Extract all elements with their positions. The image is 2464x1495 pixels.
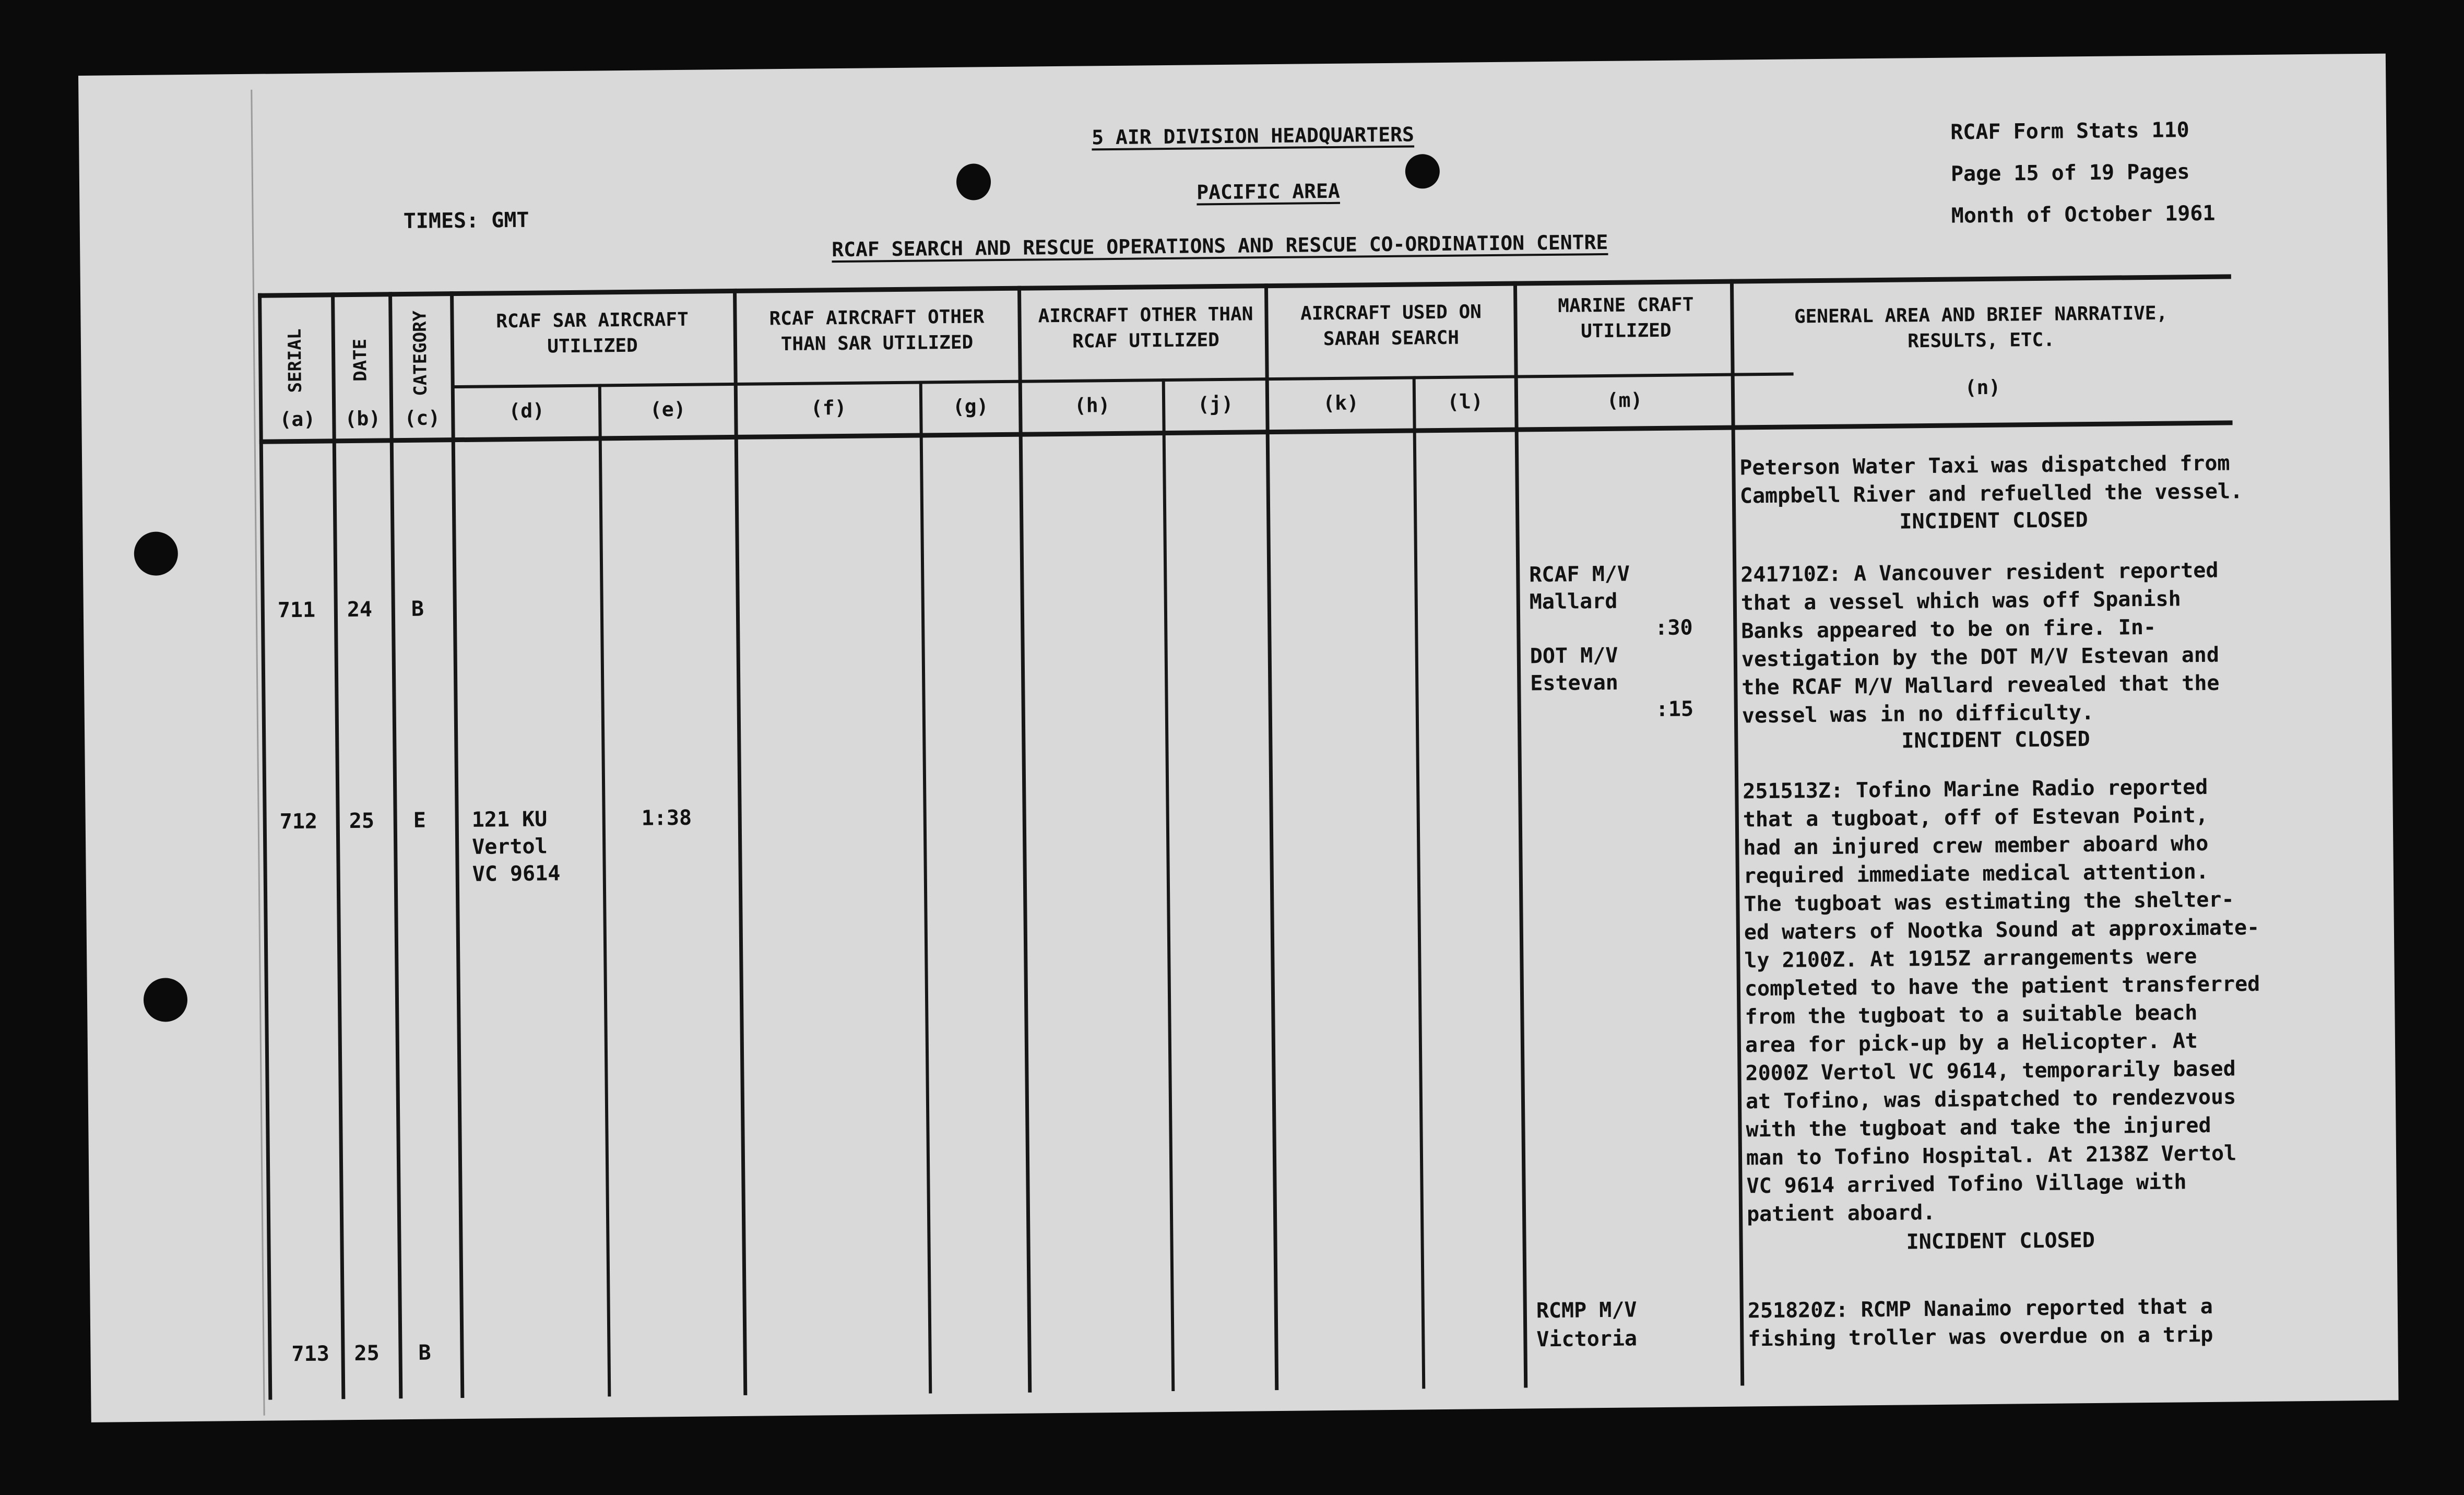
binder-hole-bottom: [144, 978, 188, 1022]
sar-aircraft-line: Vertol: [471, 834, 548, 859]
col-letter-n: (n): [1964, 375, 2001, 399]
times-label: TIMES: GMT: [403, 208, 529, 234]
col-border-k: [1413, 376, 1426, 1389]
header-area: PACIFIC AREA: [1197, 179, 1340, 204]
serial-cell: 713: [291, 1342, 329, 1367]
narrative-cell: Peterson Water Taxi was dispatched from Campbell River and refuelled the vessel.: [1739, 451, 2243, 508]
header-bottom-rule: [259, 420, 2233, 444]
sar-aircraft-line: 121 KU: [471, 807, 548, 832]
col-header-category: CATEGORY: [409, 310, 431, 396]
marine-craft-line: Estevan: [1530, 670, 1619, 696]
col-border-left: [258, 293, 272, 1400]
incident-closed-label: INCIDENT CLOSED: [1901, 727, 2090, 753]
col-border-b: [388, 292, 402, 1398]
col-border-m: [1730, 279, 1744, 1386]
col-letter-g: (g): [952, 395, 989, 418]
col-header-rcaf-other: RCAF AIRCRAFT OTHER THAN SAR UTILIZED: [769, 306, 985, 355]
punch-hole-header-left: [956, 163, 991, 200]
page-count: Page 15 of 19 Pages: [1950, 160, 2190, 186]
col-letter-m: (m): [1606, 388, 1643, 412]
col-letter-k: (k): [1323, 391, 1359, 415]
col-border-j: [1264, 283, 1278, 1390]
subheader-rule: [452, 372, 1794, 388]
marine-craft-line: Mallard: [1529, 589, 1618, 614]
sar-flight-time: 1:38: [641, 805, 692, 830]
serial-cell: 712: [279, 809, 318, 834]
marine-craft-line: :15: [1655, 697, 1694, 722]
col-header-sarah: AIRCRAFT USED ON SARAH SEARCH: [1300, 301, 1482, 350]
col-header-narrative: GENERAL AREA AND BRIEF NARRATIVE, RESULTS, ETC.: [1794, 302, 2168, 352]
col-border-l: [1513, 281, 1527, 1388]
col-border-d: [598, 384, 611, 1396]
col-letter-h: (h): [1074, 394, 1110, 417]
report-month: Month of October 1961: [1951, 201, 2216, 228]
col-border-h: [1162, 378, 1175, 1391]
col-letter-c: (c): [404, 406, 441, 430]
sar-aircraft-line: VC 9614: [472, 861, 561, 886]
header-centre: RCAF SEARCH AND RESCUE OPERATIONS AND RESCUE CO-ORDINATION CENTRE: [832, 230, 1608, 262]
category-cell: B: [418, 1340, 431, 1365]
form-sheet: [78, 54, 2399, 1422]
marine-craft-line: Victoria: [1536, 1326, 1638, 1352]
form-number: RCAF Form Stats 110: [1950, 118, 2189, 145]
marine-craft-line: :30: [1655, 615, 1693, 640]
col-header-marine: MARINE CRAFT UTILIZED: [1558, 294, 1694, 342]
table-top-rule: [258, 274, 2231, 298]
marine-craft-line: DOT M/V: [1530, 643, 1618, 669]
col-border-c: [450, 291, 464, 1398]
marine-craft-line: RCAF M/V: [1529, 562, 1630, 587]
col-header-aircraft-other: AIRCRAFT OTHER THAN RCAF UTILIZED: [1038, 303, 1253, 352]
col-letter-l: (l): [1447, 390, 1484, 413]
incident-closed-label: INCIDENT CLOSED: [1906, 1228, 2095, 1254]
category-cell: B: [411, 597, 424, 621]
col-border-e: [733, 289, 747, 1395]
punch-hole-header-right: [1405, 154, 1440, 189]
col-letter-f: (f): [810, 396, 847, 420]
col-header-serial: SERIAL: [284, 328, 306, 393]
marine-craft-line: RCMP M/V: [1536, 1298, 1637, 1323]
binder-hole-top: [134, 531, 178, 576]
serial-cell: 711: [277, 598, 316, 623]
col-letter-d: (d): [508, 399, 545, 423]
date-cell: 25: [349, 809, 375, 834]
col-border-g: [1017, 286, 1032, 1393]
col-letter-j: (j): [1197, 392, 1234, 416]
col-header-rcaf-sar: RCAF SAR AIRCRAFT UTILIZED: [496, 309, 689, 357]
col-header-date: DATE: [349, 338, 371, 382]
narrative-cell: 241710Z: A Vancouver resident reported that a vessel which was off Spanish Banks appeared to be on fire. In- vestigation by the DOT M/V Estevan and the RCAF M/V Mallard revealed that the vessel was in no difficulty.: [1740, 558, 2220, 728]
col-letter-b: (b): [345, 407, 381, 431]
col-border-a: [331, 292, 345, 1399]
narrative-cell: 251513Z: Tofino Marine Radio reported that a tugboat, off of Estevan Point, had an injured crew member aboard who required immediate medical attention. The tugboat was estimating the shelter- ed waters of Nootka Sound at approximate- ly 2100Z. At 1915Z arrangements were completed to have the patient transferred from the tugboat to a suitable beach area for pick-up by a Helicopter. At 2000Z Vertol VC 9614, temporarily based at Tofino, was dispatched to rendezvous with the tugboat and take the injured man to Tofino Hospital. At 2138Z Vertol VC 9614 arrived Tofino Village with patient aboard.: [1743, 775, 2260, 1227]
category-cell: E: [413, 808, 427, 833]
narrative-cell: 251820Z: RCMP Nanaimo reported that a fishing troller was overdue on a trip: [1747, 1294, 2213, 1351]
col-letter-e: (e): [649, 397, 686, 421]
incident-closed-label: INCIDENT CLOSED: [1899, 508, 2088, 534]
date-cell: 25: [354, 1341, 380, 1366]
col-letter-a: (a): [279, 407, 316, 431]
header-division: 5 AIR DIVISION HEADQUARTERS: [1092, 123, 1415, 149]
date-cell: 24: [347, 597, 373, 622]
col-border-f: [919, 381, 932, 1394]
